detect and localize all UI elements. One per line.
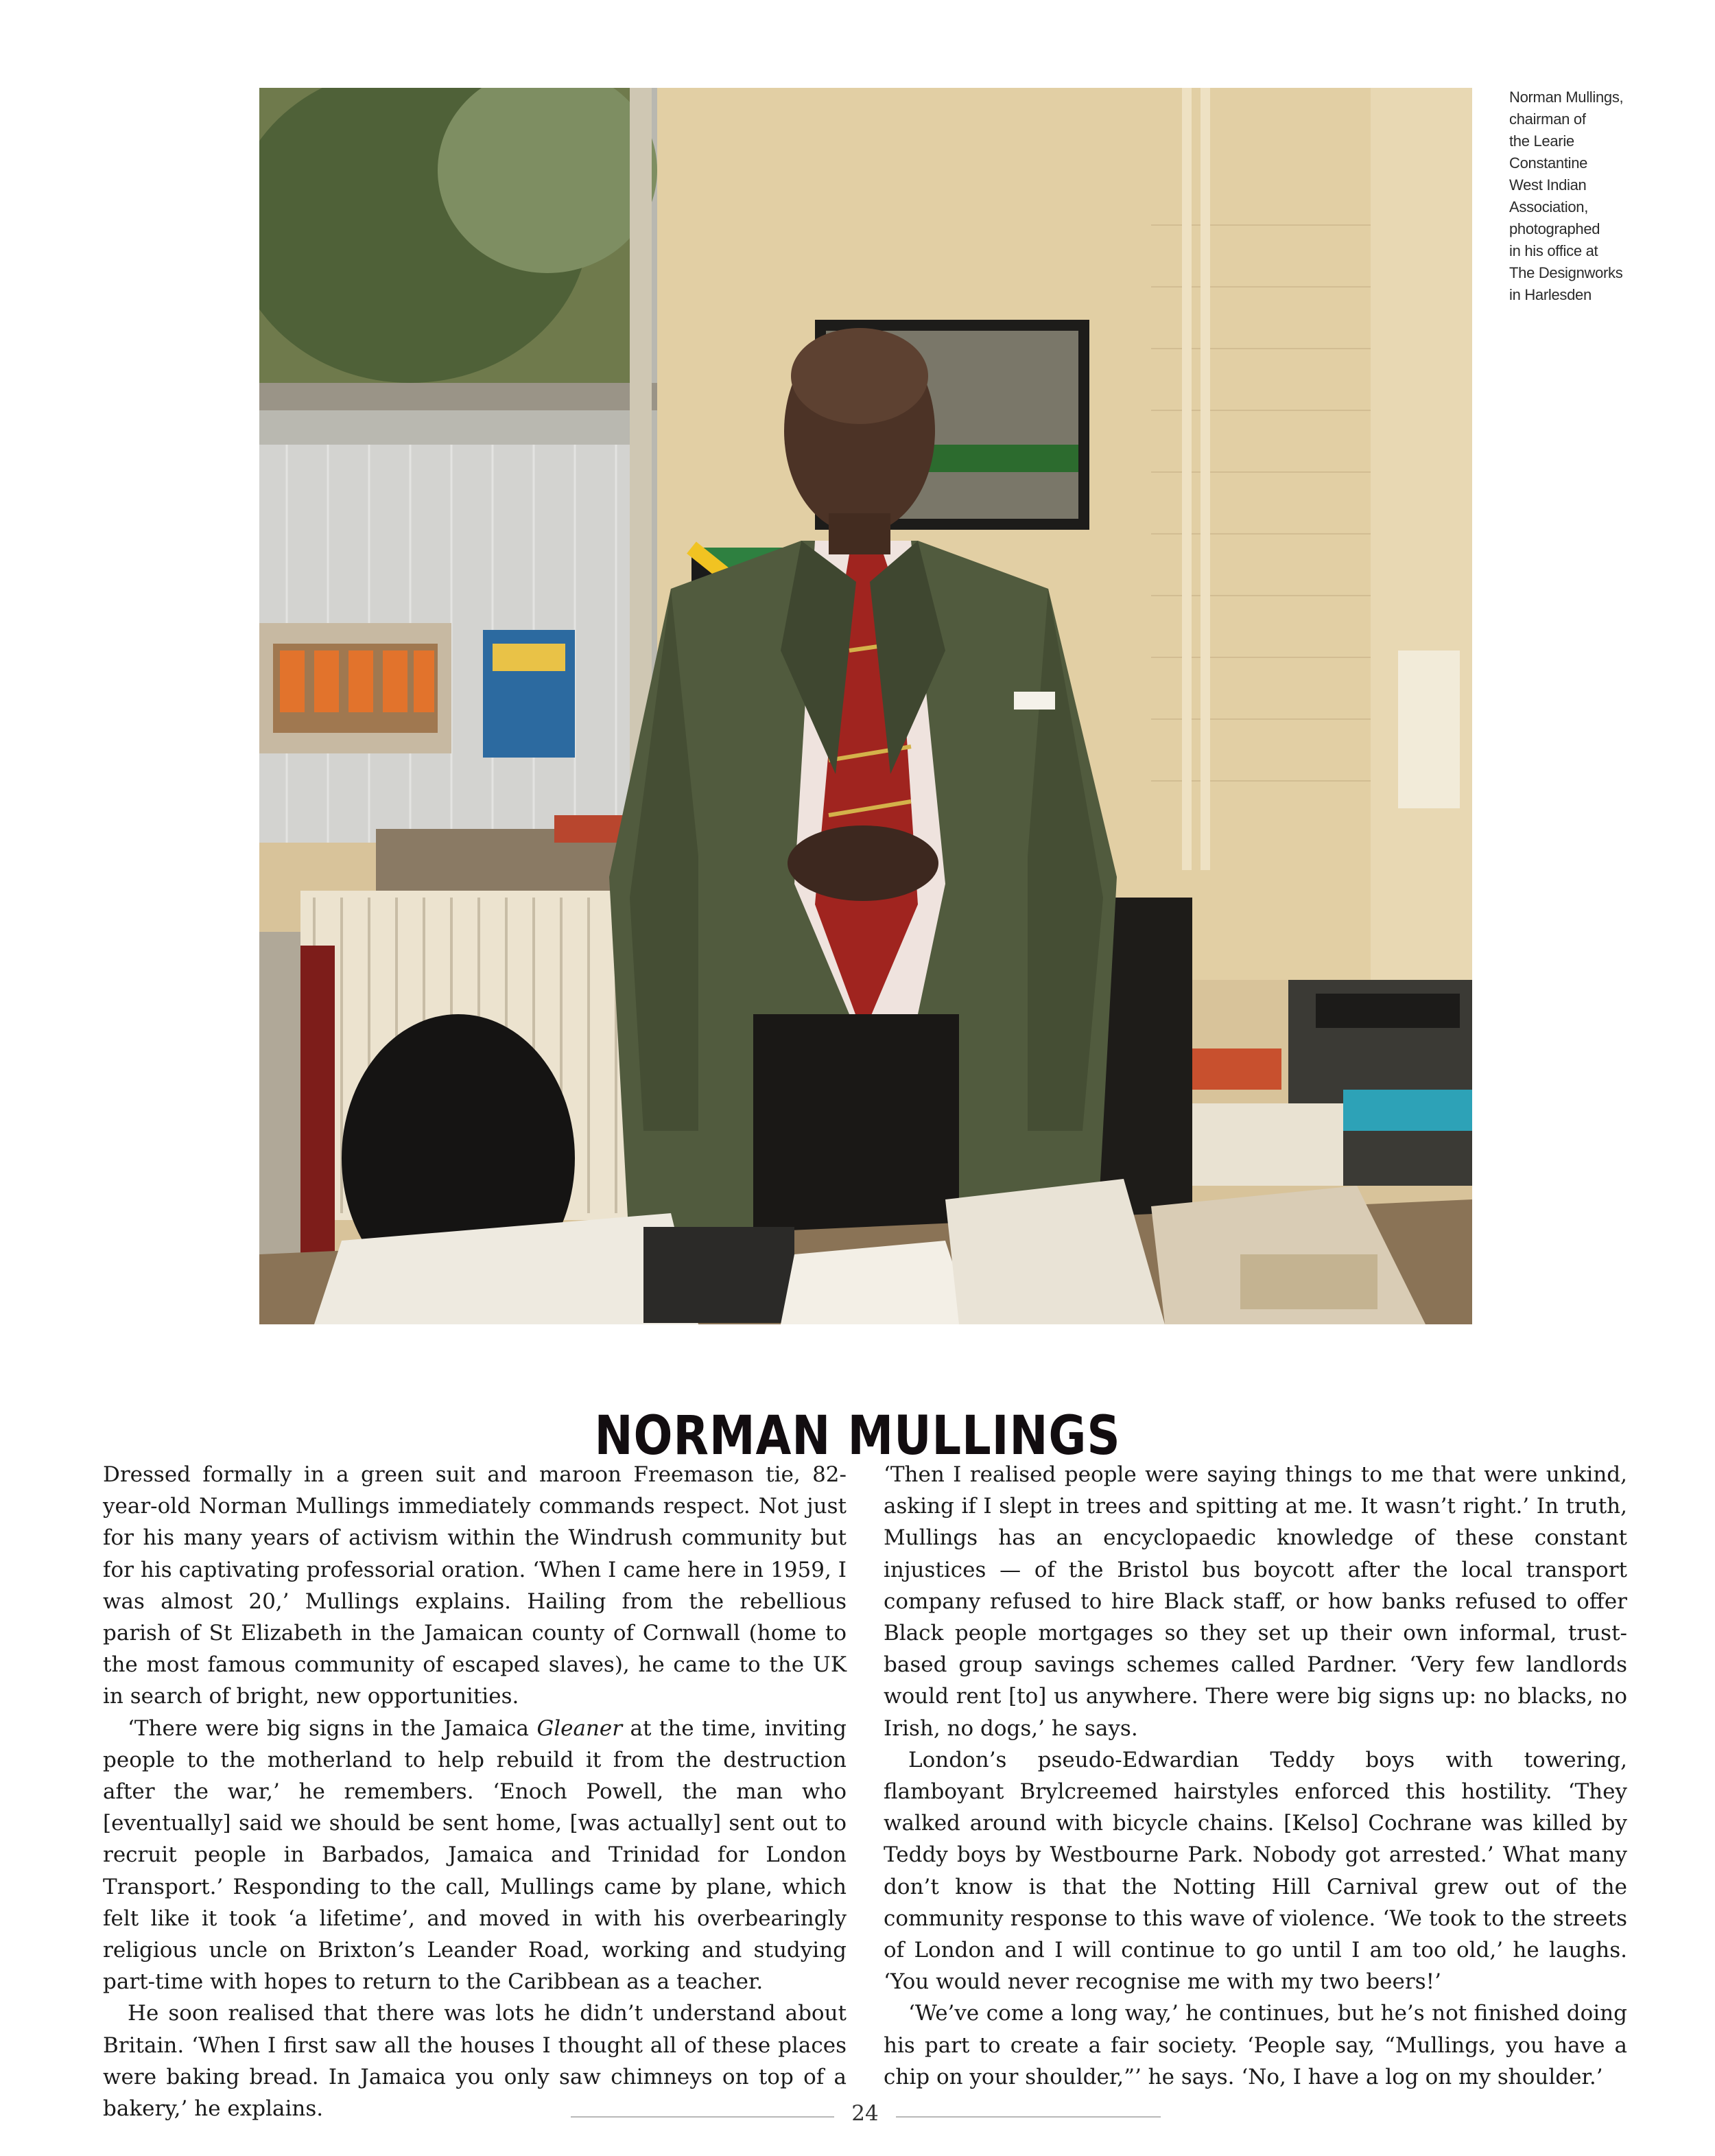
article-paragraph: Dressed formally in a green suit and maroon Freemason tie, 82-year-old Norman Mullings immediately commands respect. Not just for his many years of activism within the Windrush community but for his captivating professorial oration. ‘When I came here in 1959, I was almost 20,’ Mullings explains. Hailing from the rebellious parish of St Elizabeth in the Jamaican county of Cornwall (home to the most famous community of escaped slaves), he came to the UK in search of bright, new opportunities.	[103, 1462, 847, 1709]
photo-caption	[1509, 86, 1674, 306]
footer-rule-left	[571, 2116, 834, 2118]
article-paragraph: ‘We’ve come a long way,’ he continues, but he’s not finished doing his part to create a fair society. ‘People say, “Mullings, you have a chip on your shoulder,”’ he says. ‘No, I have a log on my shoulder.’	[884, 2001, 1627, 2089]
article-column-right	[884, 1459, 1627, 2093]
page-footer	[0, 2097, 1715, 2124]
caption-line: The Designworks	[1509, 264, 1623, 281]
caption-line: Norman Mullings,	[1509, 89, 1624, 106]
caption-line: in his office at	[1509, 242, 1598, 259]
article-column-left	[103, 1459, 847, 2124]
article-paragraph: London’s pseudo-Edwardian Teddy boys with towering, flamboyant Brylcreemed hairstyles enforced this hostility. ‘They walked around with bicycle chains. [Kelso] Cochrane was killed by Teddy boys by Westbourne Park. Nobody got arrested.’ What many don’t know is that the Notting Hill Carnival grew out of the community response to this wave of violence. ‘We took to the streets of London and I will continue to go until I am too old,’ he laughs. ‘You would never recognise me with my two beers!’	[884, 1747, 1627, 1995]
footer-rule-right	[896, 2116, 1161, 2118]
caption-line: West Indian	[1509, 176, 1587, 194]
article-paragraph: ‘There were big signs in the Jamaica Gleaner at the time, inviting people to the motherland to help rebuild it from the destruction after the war,’ he remembers. ‘Enoch Powell, the man who [eventually] said we should be sent home, [was actually] sent out to recruit people in Barbados, Jamaica and Trinidad for London Transport.’ Responding to the call, Mullings came by plane, which felt like it took ‘a lifetime’, and moved in with his overbearingly religious uncle on Brixton’s Leander Road, working and studying part-time with hopes to return to the Caribbean as a teacher.	[103, 1715, 847, 1995]
page-number: 24	[851, 2101, 879, 2126]
newspaper-name: Gleaner	[536, 1715, 623, 1741]
caption-line: in Harlesden	[1509, 286, 1592, 303]
caption-line: chairman of	[1509, 110, 1586, 128]
caption-line: photographed	[1509, 220, 1600, 237]
caption-line: the Learie	[1509, 132, 1574, 150]
article-headline: NORMAN MULLINGS	[594, 1405, 1121, 1468]
portrait-photo	[259, 88, 1472, 1324]
article-paragraph: ‘Then I realised people were saying things to me that were unkind, asking if I slept in trees and spitting at me. It wasn’t right.’ In truth, Mullings has an encyclopaedic knowledge of these constant injustices — of the Bristol bus boycott after the local transport company refused to hire Black staff, or how banks refused to offer Black people mortgages so they set up their own informal, trust-based group savings schemes called Pardner. ‘Very few landlords would rent [to] us anywhere. There were big signs up: no blacks, no Irish, no dogs,’ he says.	[884, 1462, 1627, 1741]
caption-line: Association,	[1509, 198, 1589, 215]
caption-line: Constantine	[1509, 154, 1588, 172]
article-paragraph: He soon realised that there was lots he didn’t understand about Britain. ‘When I first saw all the houses I thought all of these places were baking bread. In Jamaica you only saw chimneys on top of a bakery,’ he explains.	[103, 2001, 847, 2122]
portrait-illustration	[259, 88, 1472, 1324]
